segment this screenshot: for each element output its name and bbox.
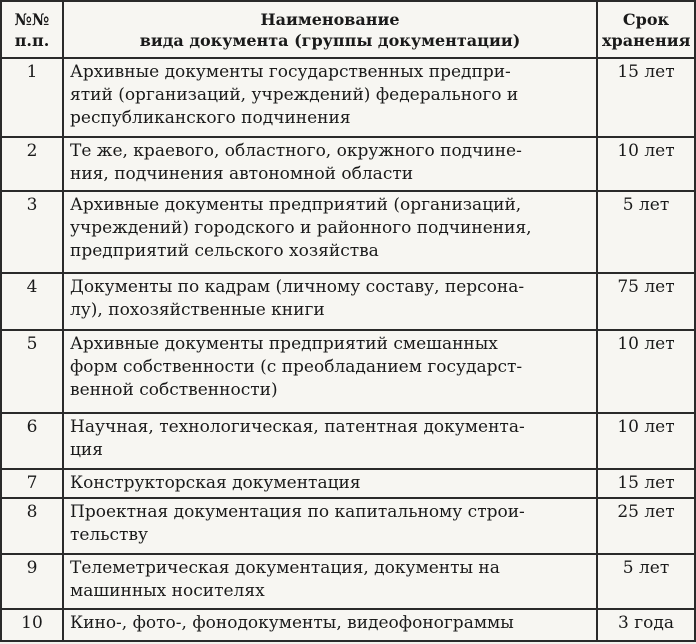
table-row — [1, 273, 695, 330]
row-document-type: Те же, краевого, областного, окружного подчине- ния, подчинения автономной области — [63, 137, 597, 191]
row-number: 1 — [1, 58, 63, 137]
table-row — [1, 554, 695, 609]
header-name: Наименование вида документа (группы документации) — [63, 1, 597, 58]
row-retention-term: 10 лет — [597, 413, 695, 469]
table-row — [1, 609, 695, 641]
row-retention-term: 10 лет — [597, 330, 695, 412]
row-number: 6 — [1, 413, 63, 469]
row-number: 9 — [1, 554, 63, 609]
row-number: 10 — [1, 609, 63, 641]
table-row — [1, 137, 695, 191]
row-retention-term: 75 лет — [597, 273, 695, 330]
table-row — [1, 469, 695, 499]
row-number: 5 — [1, 330, 63, 412]
row-number: 8 — [1, 498, 63, 554]
header-number: №№ п.п. — [1, 1, 63, 58]
row-retention-term: 5 лет — [597, 191, 695, 273]
table-row — [1, 498, 695, 554]
row-retention-term: 10 лет — [597, 137, 695, 191]
row-document-type: Архивные документы государственных предпри- ятий (организаций, учреждений) федерального и республиканского подчинения — [63, 58, 597, 137]
row-document-type: Конструкторская документация — [63, 469, 597, 499]
row-document-type: Архивные документы предприятий (организаций, учреждений) городского и районного подчинения, предприятий сельского хозяйства — [63, 191, 597, 273]
row-retention-term: 15 лет — [597, 469, 695, 499]
row-document-type: Научная, технологическая, патентная документа- ция — [63, 413, 597, 469]
row-document-type: Документы по кадрам (личному составу, персона- лу), похозяйственные книги — [63, 273, 597, 330]
row-document-type: Кино-, фото-, фонодокументы, видеофонограммы — [63, 609, 597, 641]
row-document-type: Проектная документация по капитальному строи- тельству — [63, 498, 597, 554]
row-document-type: Архивные документы предприятий смешанных форм собственности (с преобладанием государст- венной собственности) — [63, 330, 597, 412]
row-number: 4 — [1, 273, 63, 330]
row-number: 2 — [1, 137, 63, 191]
header-term: Срок хранения — [597, 1, 695, 58]
table-row — [1, 330, 695, 412]
row-number: 7 — [1, 469, 63, 499]
row-document-type: Телеметрическая документация, документы на машинных носителях — [63, 554, 597, 609]
row-number: 3 — [1, 191, 63, 273]
row-retention-term: 15 лет — [597, 58, 695, 137]
table-header-row — [1, 1, 695, 58]
row-retention-term: 5 лет — [597, 554, 695, 609]
table-row — [1, 58, 695, 137]
row-retention-term: 3 года — [597, 609, 695, 641]
table-row — [1, 413, 695, 469]
table-row — [1, 191, 695, 273]
row-retention-term: 25 лет — [597, 498, 695, 554]
